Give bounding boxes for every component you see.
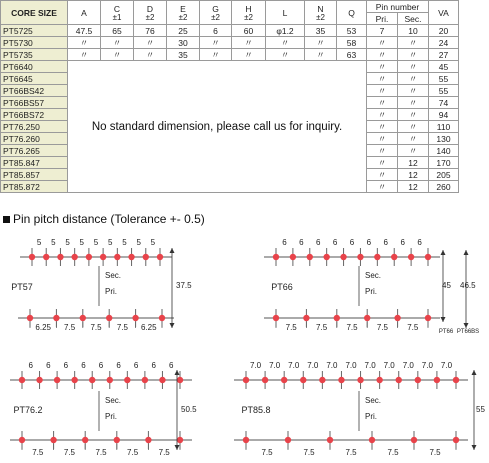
core-size-cell: PT6640 xyxy=(1,61,68,73)
pitch-label: 7.0 xyxy=(402,361,414,370)
pri-label: Pri. xyxy=(105,412,117,421)
dimension-cell: φ1.2 xyxy=(266,25,305,37)
core-size-cell: PT76.260 xyxy=(1,133,68,145)
pitch-label: 7.5 xyxy=(63,448,75,457)
pitch-label: 6 xyxy=(332,238,338,247)
table-row xyxy=(1,61,459,73)
col-header-l: L xyxy=(266,1,305,25)
pin-dot xyxy=(71,377,77,383)
pri-pin-cell: 〃 xyxy=(367,121,398,133)
diagram-name: PT76.2 xyxy=(13,405,43,415)
pin-dot xyxy=(107,377,113,383)
pri-pin-cell: 〃 xyxy=(367,49,398,61)
pin-dot xyxy=(106,315,112,321)
pin-dot xyxy=(54,377,60,383)
sec-pin-cell: 〃 xyxy=(398,37,429,49)
pri-pin-cell: 〃 xyxy=(367,61,398,73)
height-label: 50.5 xyxy=(181,405,197,414)
pin-dot xyxy=(36,377,42,383)
pitch-label: 6 xyxy=(98,361,104,370)
core-size-cell: PT66BS57 xyxy=(1,97,68,109)
pin-dot xyxy=(243,437,249,443)
pitch-label: 7.5 xyxy=(345,448,357,457)
sec-label: Sec. xyxy=(105,396,122,405)
sec-label: Sec. xyxy=(365,271,382,280)
pin-dot xyxy=(29,254,35,260)
pitch-label: 6 xyxy=(151,361,156,370)
pitch-label: 7.0 xyxy=(249,361,262,370)
section-title: Pin pitch distance (Tolerance +- 0.5) xyxy=(3,212,205,226)
pri-pin-cell: 〃 xyxy=(367,73,398,85)
pri-label: Pri. xyxy=(365,287,377,296)
arrow-icon xyxy=(175,370,180,375)
arrow-icon xyxy=(472,445,477,450)
col-header-n: N ±2 xyxy=(305,1,337,25)
pin-dot xyxy=(159,315,165,321)
pin-dot xyxy=(19,377,25,383)
pin-dot xyxy=(142,377,148,383)
pitch-label: 6 xyxy=(400,238,405,247)
pitch-label: 7.5 xyxy=(127,448,139,457)
pin-dot xyxy=(43,254,49,260)
diagram-name: PT57 xyxy=(11,282,33,292)
table-row xyxy=(1,37,459,49)
va-cell: 130 xyxy=(429,133,459,145)
dimension-cell: 〃 xyxy=(305,49,337,61)
core-size-cell: PT5725 xyxy=(1,25,68,37)
pin-dot xyxy=(114,254,120,260)
pin-dot xyxy=(143,254,149,260)
sec-label: Sec. xyxy=(365,396,382,405)
pitch-label: 6 xyxy=(299,238,304,247)
pitch-label: 7.5 xyxy=(346,323,358,332)
pin-dot xyxy=(319,377,325,383)
pin-dot xyxy=(281,377,287,383)
va-header: VA xyxy=(429,1,459,25)
arrow-icon xyxy=(441,250,446,255)
pitch-label: 6 xyxy=(63,361,69,370)
table-row xyxy=(1,25,459,37)
pin-dot xyxy=(396,377,402,383)
dimension-cell: 〃 xyxy=(305,37,337,49)
pitch-label: 7.5 xyxy=(32,448,44,457)
pin-dot xyxy=(124,377,130,383)
sec-label: Sec. xyxy=(105,271,122,280)
core-size-cell: PT76.250 xyxy=(1,121,68,133)
dimension-cell: 76 xyxy=(134,25,167,37)
col-header-c: C ±1 xyxy=(101,1,134,25)
height-label: 46.5 xyxy=(460,281,476,290)
pri-pin-cell: 〃 xyxy=(367,169,398,181)
sec-pin-cell: 10 xyxy=(398,25,429,37)
pri-pin-cell: 〃 xyxy=(367,133,398,145)
dimension-cell: 35 xyxy=(167,49,200,61)
pin-dot xyxy=(82,437,88,443)
inquiry-note: No standard dimension, please call us for inquiry. xyxy=(68,61,367,193)
pin-dot xyxy=(323,254,329,260)
dimension-cell: 25 xyxy=(167,25,200,37)
pitch-label: 6 xyxy=(168,361,174,370)
core-size-cell: PT5730 xyxy=(1,37,68,49)
va-cell: 260 xyxy=(429,181,459,193)
pitch-label: 7.0 xyxy=(345,361,357,370)
pri-pin-cell: 〃 xyxy=(367,157,398,169)
height-label: 37.5 xyxy=(176,281,192,290)
pin-dot xyxy=(128,254,134,260)
va-cell: 140 xyxy=(429,145,459,157)
dimension-cell: 53 xyxy=(337,25,367,37)
pitch-label: 6 xyxy=(81,361,86,370)
diagram-pt66 xyxy=(264,238,479,335)
table-row xyxy=(1,49,459,61)
pitch-label: 7.0 xyxy=(383,361,395,370)
col-header-g: G ±2 xyxy=(200,1,232,25)
pin-dot xyxy=(19,437,25,443)
pitch-label: 7.5 xyxy=(116,323,128,332)
diagram-name: PT85.8 xyxy=(241,405,271,415)
pri-pin-cell: 〃 xyxy=(367,109,398,121)
dimension-cell: 〃 xyxy=(68,37,101,49)
height-label: 45 xyxy=(442,281,451,290)
pin-number-header: Pin number xyxy=(367,1,429,13)
arrow-icon xyxy=(175,445,180,450)
pitch-label: 7.0 xyxy=(269,361,281,370)
pin-dot xyxy=(159,377,165,383)
pin-dot xyxy=(425,254,431,260)
col-header-e: E ±2 xyxy=(167,1,200,25)
pin-dot xyxy=(307,254,313,260)
dimension-cell: 〃 xyxy=(200,37,232,49)
pin-dot xyxy=(300,377,306,383)
va-cell: 205 xyxy=(429,169,459,181)
pin-dot xyxy=(340,254,346,260)
pin-dot xyxy=(391,254,397,260)
pin-dot xyxy=(57,254,63,260)
dimension-cell: 〃 xyxy=(101,37,134,49)
pitch-label: 7.5 xyxy=(95,448,107,457)
pitch-label: 7.0 xyxy=(440,361,453,370)
pri-label: Pri. xyxy=(105,287,117,296)
pitch-label: 6 xyxy=(282,238,287,247)
pin-dot xyxy=(338,377,344,383)
pri-pin-cell: 〃 xyxy=(367,97,398,109)
arrow-icon xyxy=(170,248,175,253)
pitch-label: 5 xyxy=(107,238,113,247)
dimension-cell: 〃 xyxy=(200,49,232,61)
pitch-label: 6 xyxy=(133,361,139,370)
pitch-label: 7.5 xyxy=(261,448,273,457)
core-size-cell: PT85.872 xyxy=(1,181,68,193)
pitch-label: 7.5 xyxy=(429,448,441,457)
pin-dot xyxy=(290,254,296,260)
pin-dot xyxy=(53,315,59,321)
pri-pin-cell: 〃 xyxy=(367,181,398,193)
va-cell: 110 xyxy=(429,121,459,133)
dimension-cell: 〃 xyxy=(266,37,305,49)
core-size-cell: PT85.847 xyxy=(1,157,68,169)
core-size-cell: PT66BS72 xyxy=(1,109,68,121)
sec-pin-cell: 〃 xyxy=(398,121,429,133)
pitch-label: 7.5 xyxy=(64,323,76,332)
pin-dot xyxy=(453,437,459,443)
pitch-label: 5 xyxy=(36,238,42,247)
dimension-cell: 〃 xyxy=(232,37,266,49)
core-size-cell: PT85.857 xyxy=(1,169,68,181)
pitch-label: 5 xyxy=(51,238,56,247)
pin-dot xyxy=(408,254,414,260)
pitch-label: 6 xyxy=(417,238,422,247)
pin-dot xyxy=(334,315,340,321)
core-size-header: CORE SIZE xyxy=(1,1,68,25)
pin-dot xyxy=(273,315,279,321)
dimension-cell: 30 xyxy=(167,37,200,49)
pin-dot xyxy=(100,254,106,260)
col-header-d: D ±2 xyxy=(134,1,167,25)
va-cell: 27 xyxy=(429,49,459,61)
pin-dot xyxy=(86,254,92,260)
pitch-label: 6 xyxy=(383,238,389,247)
col-header-q: Q xyxy=(337,1,367,25)
pin-dot xyxy=(50,437,56,443)
core-size-cell: PT5735 xyxy=(1,49,68,61)
pin-dot xyxy=(89,377,95,383)
core-size-cell: PT6645 xyxy=(1,73,68,85)
sec-pin-cell: 12 xyxy=(398,181,429,193)
pri-pin-cell: 〃 xyxy=(367,85,398,97)
dimension-cell: 47.5 xyxy=(68,25,101,37)
pin-dot xyxy=(273,254,279,260)
pitch-label: 7.0 xyxy=(288,361,300,370)
pin-dot xyxy=(369,437,375,443)
pin-dot xyxy=(357,254,363,260)
sec-pin-cell: 〃 xyxy=(398,61,429,73)
dimension-cell: 63 xyxy=(337,49,367,61)
pin-dot xyxy=(132,315,138,321)
pin-dot xyxy=(145,437,151,443)
sec-pin-cell: 〃 xyxy=(398,49,429,61)
dimension-cell: 〃 xyxy=(101,49,134,61)
pitch-label: 5 xyxy=(136,238,141,247)
pitch-label: 7.5 xyxy=(285,323,297,332)
pin-dot xyxy=(425,315,431,321)
pitch-label: 7.5 xyxy=(303,448,315,457)
sec-pin-cell: 12 xyxy=(398,169,429,181)
pitch-label: 6.25 xyxy=(141,323,157,332)
pin-dot xyxy=(114,437,120,443)
pin-dot xyxy=(376,377,382,383)
pri-pin-cell: 7 xyxy=(367,25,398,37)
diagram-pt57 xyxy=(11,238,192,332)
dimension-cell: 60 xyxy=(232,25,266,37)
pin-dot xyxy=(364,315,370,321)
pin-dot xyxy=(71,254,77,260)
pri-pin-cell: 〃 xyxy=(367,37,398,49)
pitch-label: 6.25 xyxy=(35,323,51,332)
col-header-h: H ±2 xyxy=(232,1,266,25)
va-cell: 24 xyxy=(429,37,459,49)
pri-label: Pri. xyxy=(365,412,377,421)
core-size-cell: PT76.265 xyxy=(1,145,68,157)
dimension-cell: 〃 xyxy=(68,49,101,61)
pitch-label: 6 xyxy=(366,238,372,247)
dimension-cell: 65 xyxy=(101,25,134,37)
pitch-label: 7.0 xyxy=(326,361,338,370)
pitch-label: 6 xyxy=(349,238,355,247)
pitch-label: 7.5 xyxy=(387,448,399,457)
arrow-icon xyxy=(170,323,175,328)
dimension-cell: 〃 xyxy=(134,37,167,49)
va-cell: 74 xyxy=(429,97,459,109)
pri-header: Pri. xyxy=(367,13,398,25)
pitch-label: 5 xyxy=(150,238,156,247)
pin-dot xyxy=(262,377,268,383)
pitch-label: 7.5 xyxy=(376,323,388,332)
pin-dot xyxy=(27,315,33,321)
dimension-cell: 〃 xyxy=(232,49,266,61)
pitch-label: 5 xyxy=(122,238,127,247)
pri-pin-cell: 〃 xyxy=(367,145,398,157)
va-cell: 45 xyxy=(429,61,459,73)
dimension-cell: 〃 xyxy=(134,49,167,61)
sec-pin-cell: 〃 xyxy=(398,133,429,145)
pin-dot xyxy=(80,315,86,321)
pitch-label: 5 xyxy=(79,238,85,247)
pin-dot xyxy=(157,254,163,260)
pitch-label: 7.5 xyxy=(90,323,102,332)
dimension-cell: 6 xyxy=(200,25,232,37)
spec-table xyxy=(0,0,459,193)
sec-pin-cell: 〃 xyxy=(398,85,429,97)
pitch-label: 5 xyxy=(65,238,70,247)
arrow-icon xyxy=(441,317,446,322)
pitch-label: 6 xyxy=(315,238,321,247)
pitch-label: 7.0 xyxy=(364,361,376,370)
pin-pitch-diagrams xyxy=(0,228,489,463)
dimension-cell: 58 xyxy=(337,37,367,49)
va-cell: 20 xyxy=(429,25,459,37)
col-header-a: A xyxy=(68,1,101,25)
pitch-label: 7.0 xyxy=(421,361,433,370)
footnote-label: PT66BS xyxy=(456,329,480,335)
square-bullet-icon xyxy=(3,216,10,223)
dimension-cell: 35 xyxy=(305,25,337,37)
diagram-pt762 xyxy=(10,361,197,457)
pitch-label: 7.5 xyxy=(407,323,419,332)
pin-dot xyxy=(285,437,291,443)
sec-pin-cell: 〃 xyxy=(398,97,429,109)
pitch-label: 7.5 xyxy=(316,323,328,332)
pin-dot xyxy=(394,315,400,321)
diagram-name: PT66 xyxy=(271,282,293,292)
va-cell: 94 xyxy=(429,109,459,121)
pitch-label: 6 xyxy=(46,361,51,370)
sec-pin-cell: 〃 xyxy=(398,73,429,85)
sec-pin-cell: 〃 xyxy=(398,109,429,121)
pin-dot xyxy=(415,377,421,383)
arrow-icon xyxy=(472,370,477,375)
sec-header: Sec. xyxy=(398,13,429,25)
pin-dot xyxy=(453,377,459,383)
pitch-label: 6 xyxy=(116,361,121,370)
pin-dot xyxy=(303,315,309,321)
pin-dot xyxy=(357,377,363,383)
va-cell: 55 xyxy=(429,85,459,97)
arrow-icon xyxy=(464,250,469,255)
pin-dot xyxy=(327,437,333,443)
va-cell: 170 xyxy=(429,157,459,169)
pin-dot xyxy=(434,377,440,383)
sec-pin-cell: 〃 xyxy=(398,145,429,157)
diagram-pt858 xyxy=(234,361,485,457)
core-size-cell: PT66BS42 xyxy=(1,85,68,97)
pitch-label: 7.5 xyxy=(158,448,170,457)
pitch-label: 5 xyxy=(93,238,99,247)
pin-dot xyxy=(177,377,183,383)
pin-dot xyxy=(374,254,380,260)
dimension-cell: 〃 xyxy=(266,49,305,61)
pitch-label: 7.0 xyxy=(307,361,319,370)
height-label: 55 xyxy=(476,405,485,414)
arrow-icon xyxy=(464,323,469,328)
pin-dot xyxy=(177,437,183,443)
pin-dot xyxy=(411,437,417,443)
sec-pin-cell: 12 xyxy=(398,157,429,169)
pitch-label: 6 xyxy=(28,361,34,370)
pin-dot xyxy=(243,377,249,383)
va-cell: 55 xyxy=(429,73,459,85)
footnote-label: PT66 xyxy=(438,329,454,335)
